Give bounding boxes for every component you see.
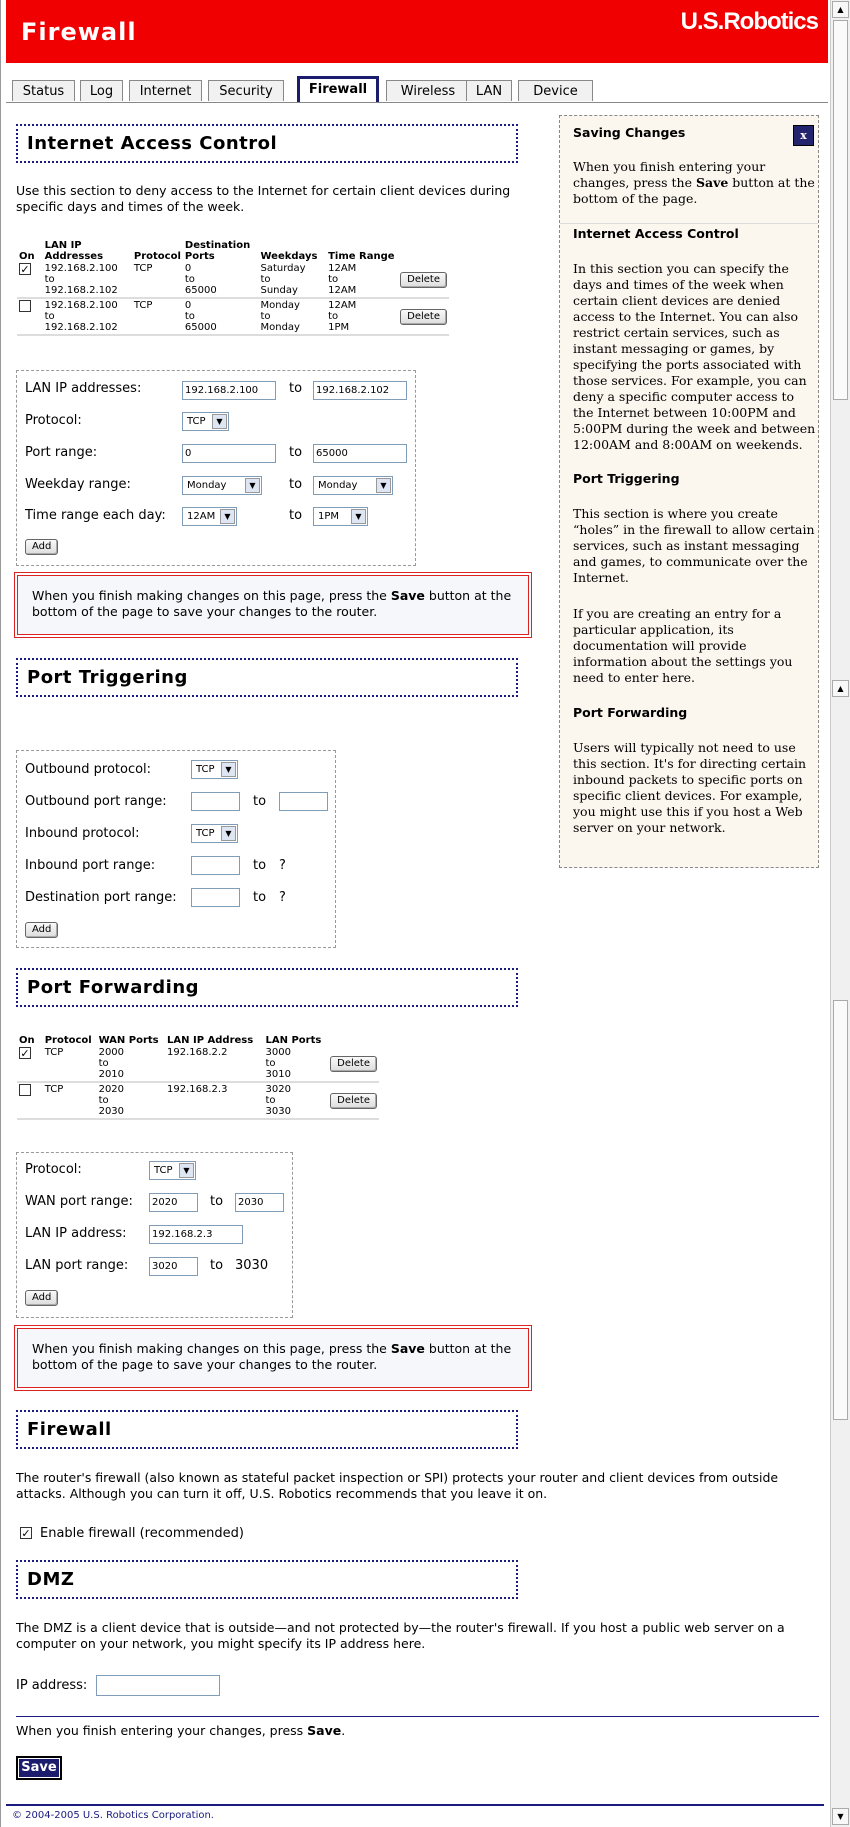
time-from: 12AM [328, 263, 357, 274]
final-text-end: . [341, 1723, 346, 1738]
to-label: to [265, 1058, 276, 1069]
help-heading-saving: Saving Changes [573, 125, 686, 140]
scroll-up-icon[interactable]: ▲ [832, 1, 849, 18]
chevron-down-icon: ▼ [179, 1163, 194, 1178]
help-heading-pf: Port Forwarding [573, 705, 688, 720]
lan-ip-cell: 192.168.2.3 [165, 1082, 263, 1119]
outbound-protocol-label: Outbound protocol: [25, 762, 152, 777]
wan-from: 2020 [98, 1084, 125, 1095]
brand-logo: U.S.Robotics [680, 8, 818, 35]
lan-ip-input[interactable]: 192.168.2.3 [149, 1225, 243, 1244]
protocol-cell: TCP [43, 1082, 97, 1119]
col-lan-ports: LAN Ports [265, 1035, 322, 1046]
to-label: to [265, 1095, 276, 1106]
wan-to: 2010 [98, 1069, 125, 1080]
to-label: to [253, 858, 267, 873]
save-notice [17, 1328, 529, 1388]
tab-wireless[interactable]: Wireless [386, 80, 470, 101]
inner-scroll-thumb[interactable] [833, 1000, 848, 1420]
col-action [398, 238, 449, 262]
header-bar [6, 0, 828, 63]
chevron-down-icon: ▼ [245, 478, 260, 493]
dmz-description: The DMZ is a client device that is outside—and not protected by—the router's firewall. If you host a public web server on a computer on your network, you might specify its IP address here. [16, 1620, 785, 1651]
port-from: 0 [184, 263, 192, 274]
protocol-cell: TCP [132, 262, 183, 298]
tab-status[interactable]: Status [12, 80, 75, 101]
time-to: 12AM [328, 285, 357, 296]
col-on: On [19, 251, 35, 262]
to-label: to [289, 445, 303, 460]
weekday-range-label: Weekday range: [25, 477, 131, 492]
chevron-down-icon: ▼ [351, 509, 366, 524]
outbound-range-label: Outbound port range: [25, 794, 167, 809]
section-heading-port-forwarding: Port Forwarding [16, 968, 518, 1007]
time-range-label: Time range each day: [25, 508, 166, 523]
outbound-port-to-input[interactable] [279, 792, 328, 811]
time-from: 12AM [328, 300, 357, 311]
time-to: 1PM [328, 322, 350, 333]
notice-text: When you finish making changes on this page, press the [32, 588, 391, 603]
port-to: 65000 [184, 322, 217, 333]
help-iac-text: In this section you can specify the days and times of the week when certain client devices are denied access to the Internet. You can also restrict certain services, such as instant messaging or games, by specifying the ports associated with those services. For example, you can deny a specific computer access to the Internet between 10:00PM and 5:00PM during the week and between 12:00AM and 8:00AM on weekends. [573, 261, 816, 452]
pf-protocol-select[interactable] [149, 1161, 196, 1180]
weekday-to-value: Monday [318, 480, 358, 491]
save-notice [17, 575, 529, 635]
time-from-select[interactable] [182, 507, 237, 526]
notice-text-end: button at the bottom of the page to save your changes to the router. [32, 1341, 512, 1372]
tab-log[interactable]: Log [80, 80, 123, 101]
port-to: 65000 [184, 285, 217, 296]
lan-ip-to-input[interactable]: 192.168.2.102 [313, 381, 407, 400]
outbound-protocol-select[interactable] [191, 760, 238, 779]
section-heading-dmz: DMZ [16, 1560, 518, 1599]
to-label: to [98, 1095, 109, 1106]
iac-add-form [16, 370, 416, 566]
col-protocol: Protocol [133, 251, 181, 262]
inbound-port-input[interactable] [191, 856, 240, 875]
enable-firewall-label: Enable firewall (recommended) [39, 1526, 244, 1541]
dmz-ip-input[interactable] [96, 1675, 220, 1696]
help-pt-text: This section is where you create “holes” in the firewall to allow certain services, such as instant messaging and games, to communicate over the Internet. [573, 506, 815, 585]
lan-to: 3030 [265, 1106, 291, 1117]
chevron-down-icon: ▼ [221, 826, 236, 841]
inbound-protocol-label: Inbound protocol: [25, 826, 140, 841]
add-trigger-button[interactable]: Add [25, 922, 58, 938]
dmz-ip-label: IP address: [16, 1678, 88, 1693]
to-label: to [328, 311, 339, 322]
final-instruction [16, 1723, 345, 1739]
delete-button[interactable]: Delete [330, 1093, 377, 1109]
iac-rules-table [17, 238, 449, 336]
final-save-word: Save [307, 1723, 342, 1738]
col-wan-ports: WAN Ports [98, 1035, 159, 1046]
lan-ip-from-input[interactable]: 192.168.2.100 [182, 381, 276, 400]
weekday-to-select[interactable] [313, 476, 393, 495]
notice-save-word: Save [390, 1341, 425, 1356]
wan-port-to-input[interactable]: 2030 [235, 1193, 284, 1212]
wan-from: 2000 [98, 1047, 125, 1058]
delete-button[interactable]: Delete [400, 272, 447, 288]
delete-button[interactable]: Delete [330, 1056, 377, 1072]
save-button[interactable]: Save [16, 1756, 62, 1780]
wan-port-from-input[interactable]: 2020 [149, 1193, 198, 1212]
to-label: to [44, 311, 55, 322]
to-label: to [253, 794, 267, 809]
protocol-cell: TCP [132, 298, 183, 335]
inbound-range-label: Inbound port range: [25, 858, 156, 873]
port-from: 0 [184, 300, 192, 311]
outbound-port-from-input[interactable] [191, 792, 240, 811]
help-saving-text-end: button at the bottom of the page. [573, 175, 815, 206]
day-to: Monday [260, 322, 300, 333]
lan-ip-label: LAN IP address: [25, 1226, 127, 1241]
wan-to: 2030 [98, 1106, 125, 1117]
chevron-down-icon: ▼ [212, 414, 227, 429]
tab-lan[interactable]: LAN [466, 80, 512, 101]
firewall-description: The router's firewall (also known as stateful packet inspection or SPI) protects your router and client devices from outside attacks. Although you can turn it off, U.S. Robotics recommends that you leave it on. [16, 1470, 779, 1501]
wan-range-label: WAN port range: [25, 1194, 133, 1209]
section-heading-firewall: Firewall [16, 1410, 518, 1449]
final-text: When you finish entering your changes, press [16, 1723, 308, 1738]
chevron-down-icon: ▼ [376, 478, 391, 493]
col-on: On [19, 1035, 35, 1046]
port-from-input[interactable]: 0 [182, 444, 276, 463]
weekday-from-select[interactable] [182, 476, 262, 495]
help-pt-text-2: If you are creating an entry for a particular application, its documentation will provide information about the settings you need to enter here. [573, 606, 793, 685]
col-lan-ip: LAN IP Addresses [44, 240, 104, 262]
help-heading-iac: Internet Access Control [573, 226, 739, 241]
tab-internet[interactable]: Internet [129, 80, 202, 101]
to-label: to [289, 477, 303, 492]
to-label: to [210, 1258, 224, 1273]
to-label: to [184, 311, 195, 322]
close-icon[interactable]: x [793, 125, 814, 146]
lan-to: 3010 [265, 1069, 291, 1080]
table-row [17, 262, 449, 298]
pf-protocol-value: TCP [154, 1165, 173, 1176]
dest-range-label: Destination port range: [25, 890, 177, 905]
to-label: to [260, 274, 271, 285]
protocol-label: Protocol: [25, 413, 82, 428]
col-weekdays: Weekdays [260, 251, 318, 262]
day-to: Sunday [260, 285, 298, 296]
unknown-mark: ? [279, 858, 286, 873]
weekday-from-value: Monday [187, 480, 227, 491]
to-label: to [184, 274, 195, 285]
port-forwarding-form [16, 1152, 293, 1318]
chevron-down-icon: ▼ [221, 762, 236, 777]
protocol-cell: TCP [43, 1046, 97, 1082]
chevron-down-icon: ▼ [220, 509, 235, 524]
lan-port-to-value: 3030 [235, 1258, 269, 1273]
table-row [17, 1046, 379, 1082]
col-action [328, 1032, 379, 1046]
rule-enabled-checkbox[interactable]: ✓ [20, 1047, 30, 1060]
to-label: to [260, 311, 271, 322]
tab-security[interactable]: Security [208, 80, 284, 101]
port-triggering-form [16, 750, 336, 948]
lan-ip-cell: 192.168.2.2 [165, 1046, 263, 1082]
lan-range-label: LAN port range: [25, 1258, 129, 1273]
to-label: to [328, 274, 339, 285]
rule-enabled-checkbox[interactable]: ✓ [20, 263, 30, 276]
add-forward-button[interactable]: Add [25, 1290, 58, 1306]
notice-save-word: Save [390, 588, 425, 603]
tab-device[interactable]: Device [518, 80, 593, 101]
col-protocol: Protocol [44, 1035, 92, 1046]
unknown-mark: ? [279, 890, 286, 905]
day-from: Saturday [260, 263, 306, 274]
scroll-up-icon[interactable]: ▲ [832, 680, 849, 697]
lan-from: 3000 [265, 1047, 291, 1058]
inbound-protocol-select[interactable] [191, 824, 238, 843]
help-pf-text: Users will typically not need to use this section. It's for directing certain inbound packets to specific ports on specific client devices. For example, you might use this if you host a Web server on your network. [573, 740, 807, 835]
add-rule-button[interactable]: Add [25, 539, 58, 555]
lan-port-from-input[interactable]: 3020 [149, 1257, 198, 1276]
inbound-protocol-value: TCP [196, 828, 215, 839]
ip-from: 192.168.2.100 [44, 300, 118, 311]
ip-to: 192.168.2.102 [44, 285, 118, 296]
outbound-protocol-value: TCP [196, 764, 215, 775]
col-dest-ports: Destination Ports [184, 240, 251, 262]
port-to-input[interactable]: 65000 [313, 444, 407, 463]
to-label: to [253, 890, 267, 905]
to-label: to [98, 1058, 109, 1069]
iac-intro: Use this section to deny access to the Internet for certain client devices during specific days and times of the week. [16, 183, 511, 214]
help-saving-save-word: Save [695, 175, 729, 190]
footer-copyright: © 2004-2005 U.S. Robotics Corporation. [6, 1804, 824, 1821]
section-heading-iac: Internet Access Control [16, 124, 518, 163]
to-label: to [289, 508, 303, 523]
rule-enabled-checkbox[interactable] [19, 300, 31, 312]
scroll-thumb[interactable] [833, 20, 848, 400]
time-from-value: 12AM [187, 511, 216, 522]
port-forwarding-table [17, 1032, 379, 1120]
lan-ip-label: LAN IP addresses: [25, 381, 142, 396]
page-scrollbar[interactable] [830, 0, 850, 1827]
lan-from: 3020 [265, 1084, 291, 1095]
to-label: to [44, 274, 55, 285]
help-panel [559, 115, 819, 868]
enable-firewall-checkbox[interactable]: ✓ [21, 1527, 31, 1540]
help-saving-text-start: When you finish entering your changes, press the [573, 159, 766, 190]
to-label: to [210, 1194, 224, 1209]
to-label: to [289, 381, 303, 396]
table-row [17, 1082, 379, 1119]
scroll-down-icon[interactable]: ▼ [832, 1808, 849, 1825]
tab-divider [6, 102, 828, 103]
rule-enabled-checkbox[interactable] [19, 1084, 31, 1096]
notice-text-end: button at the bottom of the page to save your changes to the router. [32, 588, 512, 619]
protocol-value: TCP [187, 416, 206, 427]
delete-button[interactable]: Delete [400, 309, 447, 325]
day-from: Monday [260, 300, 300, 311]
help-divider [560, 223, 818, 224]
time-to-value: 1PM [318, 511, 340, 522]
col-time-range: Time Range [328, 251, 395, 262]
page-title: Firewall [21, 18, 137, 46]
divider [16, 1716, 819, 1717]
tab-firewall[interactable]: Firewall [297, 76, 379, 103]
ip-to: 192.168.2.102 [44, 322, 118, 333]
section-heading-port-triggering: Port Triggering [16, 658, 518, 697]
port-range-label: Port range: [25, 445, 98, 460]
protocol-label: Protocol: [25, 1162, 82, 1177]
dest-port-input[interactable] [191, 888, 240, 907]
enable-firewall-row [20, 1525, 244, 1541]
ip-from: 192.168.2.100 [44, 263, 118, 274]
protocol-select[interactable] [182, 412, 229, 431]
time-to-select[interactable] [313, 507, 368, 526]
help-heading-pt: Port Triggering [573, 471, 680, 486]
col-lan-ip: LAN IP Address [167, 1035, 254, 1046]
help-saving-text [573, 159, 818, 207]
table-row [17, 298, 449, 335]
notice-text: When you finish making changes on this page, press the [32, 1341, 391, 1356]
